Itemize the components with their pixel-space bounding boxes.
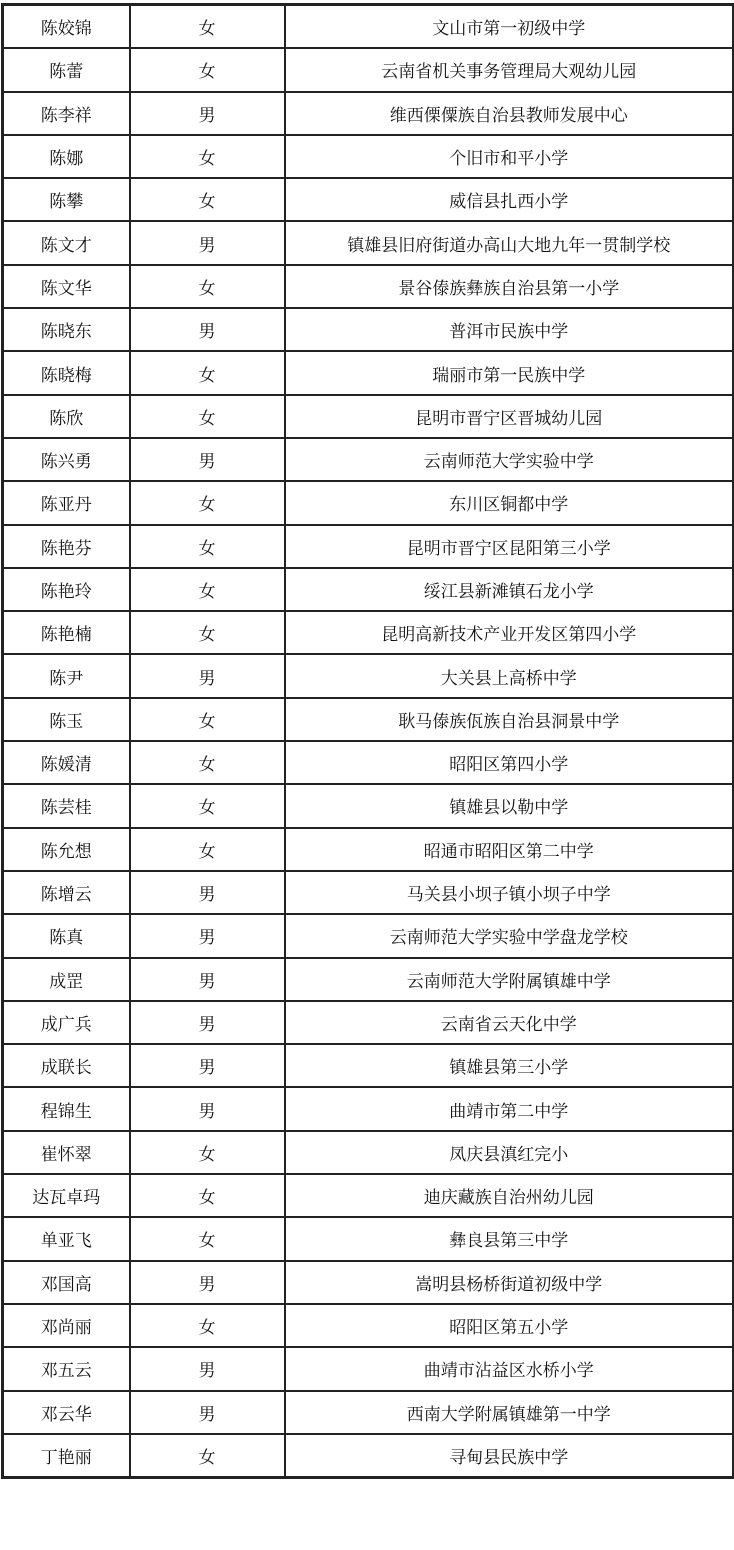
name-cell: 陈芸桂 — [3, 784, 130, 827]
name-cell: 邓云华 — [3, 1391, 130, 1434]
gender-cell: 男 — [130, 958, 285, 1001]
table-row — [3, 828, 734, 871]
name-cell: 陈蕾 — [3, 48, 130, 91]
gender-cell: 女 — [130, 611, 285, 654]
table-row — [3, 438, 734, 481]
name-cell: 陈允想 — [3, 828, 130, 871]
school-cell: 云南师范大学实验中学盘龙学校 — [285, 914, 734, 957]
school-cell: 镇雄县以勒中学 — [285, 784, 734, 827]
gender-cell: 女 — [130, 48, 285, 91]
gender-cell: 男 — [130, 1044, 285, 1087]
table-row — [3, 221, 734, 264]
table-row — [3, 48, 734, 91]
school-cell: 云南省机关事务管理局大观幼儿园 — [285, 48, 734, 91]
name-cell: 陈艳芬 — [3, 525, 130, 568]
school-cell: 云南省云天化中学 — [285, 1001, 734, 1044]
table-row — [3, 5, 734, 49]
table-row — [3, 741, 734, 784]
school-cell: 瑞丽市第一民族中学 — [285, 351, 734, 394]
table-row — [3, 1217, 734, 1260]
table-row — [3, 1087, 734, 1130]
table-row — [3, 135, 734, 178]
gender-cell: 男 — [130, 1391, 285, 1434]
school-cell: 景谷傣族彝族自治县第一小学 — [285, 265, 734, 308]
gender-cell: 女 — [130, 1174, 285, 1217]
name-cell: 邓国高 — [3, 1261, 130, 1304]
table-row — [3, 1044, 734, 1087]
table-row — [3, 265, 734, 308]
name-cell: 陈娜 — [3, 135, 130, 178]
school-cell: 凤庆县滇红完小 — [285, 1131, 734, 1174]
table-row — [3, 871, 734, 914]
table-row — [3, 1391, 734, 1434]
gender-cell: 女 — [130, 741, 285, 784]
gender-cell: 女 — [130, 1131, 285, 1174]
table-row — [3, 611, 734, 654]
name-cell: 陈攀 — [3, 178, 130, 221]
table-row — [3, 914, 734, 957]
school-cell: 维西傈僳族自治县教师发展中心 — [285, 92, 734, 135]
name-cell: 邓五云 — [3, 1347, 130, 1390]
name-cell: 陈媛清 — [3, 741, 130, 784]
school-cell: 绥江县新滩镇石龙小学 — [285, 568, 734, 611]
school-cell: 昆明高新技术产业开发区第四小学 — [285, 611, 734, 654]
name-cell: 陈尹 — [3, 654, 130, 697]
name-cell: 邓尚丽 — [3, 1304, 130, 1347]
gender-cell: 女 — [130, 351, 285, 394]
gender-cell: 男 — [130, 1087, 285, 1130]
gender-cell: 男 — [130, 914, 285, 957]
gender-cell: 女 — [130, 265, 285, 308]
school-cell: 昭阳区第五小学 — [285, 1304, 734, 1347]
gender-cell: 女 — [130, 1217, 285, 1260]
table-row — [3, 481, 734, 524]
roster-table — [1, 3, 734, 1479]
school-cell: 昆明市晋宁区昆阳第三小学 — [285, 525, 734, 568]
gender-cell: 男 — [130, 871, 285, 914]
gender-cell: 女 — [130, 5, 285, 49]
gender-cell: 男 — [130, 1001, 285, 1044]
name-cell: 陈玉 — [3, 698, 130, 741]
name-cell: 成罡 — [3, 958, 130, 1001]
gender-cell: 女 — [130, 135, 285, 178]
gender-cell: 男 — [130, 92, 285, 135]
name-cell: 成联长 — [3, 1044, 130, 1087]
name-cell: 陈兴勇 — [3, 438, 130, 481]
gender-cell: 男 — [130, 438, 285, 481]
school-cell: 曲靖市沾益区水桥小学 — [285, 1347, 734, 1390]
school-cell: 昆明市晋宁区晋城幼儿园 — [285, 395, 734, 438]
name-cell: 陈真 — [3, 914, 130, 957]
name-cell: 陈艳玲 — [3, 568, 130, 611]
table-row — [3, 308, 734, 351]
table-row — [3, 525, 734, 568]
gender-cell: 男 — [130, 654, 285, 697]
school-cell: 威信县扎西小学 — [285, 178, 734, 221]
gender-cell: 男 — [130, 1261, 285, 1304]
school-cell: 东川区铜都中学 — [285, 481, 734, 524]
table-row — [3, 92, 734, 135]
school-cell: 昭通市昭阳区第二中学 — [285, 828, 734, 871]
school-cell: 彝良县第三中学 — [285, 1217, 734, 1260]
school-cell: 嵩明县杨桥街道初级中学 — [285, 1261, 734, 1304]
gender-cell: 女 — [130, 784, 285, 827]
gender-cell: 男 — [130, 308, 285, 351]
school-cell: 云南师范大学实验中学 — [285, 438, 734, 481]
name-cell: 陈亚丹 — [3, 481, 130, 524]
table-row — [3, 351, 734, 394]
gender-cell: 男 — [130, 221, 285, 264]
name-cell: 陈欣 — [3, 395, 130, 438]
table-row — [3, 654, 734, 697]
school-cell: 镇雄县第三小学 — [285, 1044, 734, 1087]
name-cell: 单亚飞 — [3, 1217, 130, 1260]
gender-cell: 女 — [130, 1304, 285, 1347]
roster-body — [3, 5, 734, 1478]
name-cell: 陈晓梅 — [3, 351, 130, 394]
school-cell: 迪庆藏族自治州幼儿园 — [285, 1174, 734, 1217]
name-cell: 陈文才 — [3, 221, 130, 264]
gender-cell: 女 — [130, 481, 285, 524]
name-cell: 陈艳楠 — [3, 611, 130, 654]
name-cell: 程锦生 — [3, 1087, 130, 1130]
gender-cell: 女 — [130, 828, 285, 871]
table-row — [3, 958, 734, 1001]
table-row — [3, 698, 734, 741]
table-row — [3, 1261, 734, 1304]
name-cell: 陈增云 — [3, 871, 130, 914]
school-cell: 云南师范大学附属镇雄中学 — [285, 958, 734, 1001]
table-row — [3, 784, 734, 827]
school-cell: 文山市第一初级中学 — [285, 5, 734, 49]
school-cell: 马关县小坝子镇小坝子中学 — [285, 871, 734, 914]
table-row — [3, 1434, 734, 1478]
school-cell: 曲靖市第二中学 — [285, 1087, 734, 1130]
name-cell: 崔怀翠 — [3, 1131, 130, 1174]
table-row — [3, 178, 734, 221]
gender-cell: 女 — [130, 698, 285, 741]
school-cell: 寻甸县民族中学 — [285, 1434, 734, 1478]
table-row — [3, 568, 734, 611]
gender-cell: 女 — [130, 568, 285, 611]
school-cell: 西南大学附属镇雄第一中学 — [285, 1391, 734, 1434]
school-cell: 昭阳区第四小学 — [285, 741, 734, 784]
name-cell: 丁艳丽 — [3, 1434, 130, 1478]
name-cell: 陈晓东 — [3, 308, 130, 351]
table-row — [3, 1174, 734, 1217]
school-cell: 大关县上高桥中学 — [285, 654, 734, 697]
gender-cell: 男 — [130, 1347, 285, 1390]
gender-cell: 女 — [130, 1434, 285, 1478]
name-cell: 达瓦卓玛 — [3, 1174, 130, 1217]
school-cell: 普洱市民族中学 — [285, 308, 734, 351]
table-row — [3, 1001, 734, 1044]
gender-cell: 女 — [130, 178, 285, 221]
name-cell: 陈文华 — [3, 265, 130, 308]
table-row — [3, 1304, 734, 1347]
name-cell: 陈李祥 — [3, 92, 130, 135]
table-row — [3, 1131, 734, 1174]
gender-cell: 女 — [130, 395, 285, 438]
table-row — [3, 1347, 734, 1390]
school-cell: 个旧市和平小学 — [285, 135, 734, 178]
name-cell: 陈姣锦 — [3, 5, 130, 49]
table-row — [3, 395, 734, 438]
school-cell: 耿马傣族佤族自治县洞景中学 — [285, 698, 734, 741]
school-cell: 镇雄县旧府街道办高山大地九年一贯制学校 — [285, 221, 734, 264]
gender-cell: 女 — [130, 525, 285, 568]
name-cell: 成广兵 — [3, 1001, 130, 1044]
